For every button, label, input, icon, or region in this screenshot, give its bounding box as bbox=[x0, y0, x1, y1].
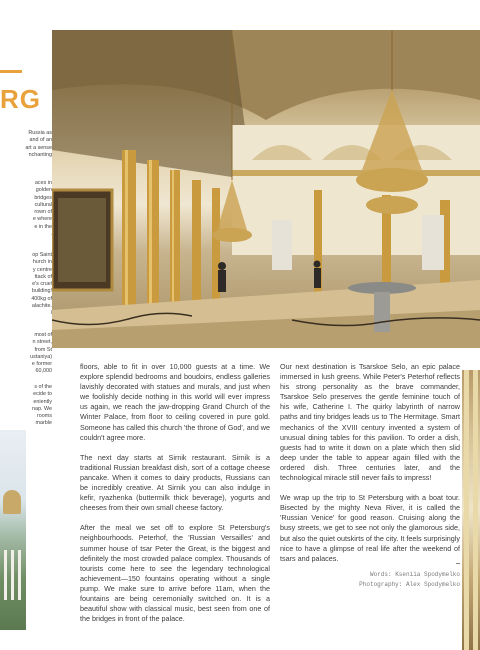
left-para-3: most of n street, from St ustaniya) e former 60,000 bbox=[30, 332, 52, 375]
left-intro-text: Russia as and of an art a sense nchanting bbox=[25, 130, 52, 158]
article-paragraph: The next day starts at Sirnik restaurant. Sirnik is a traditional Russian breakfast dish, sort of a cottage cheese pancake. When it comes to dairy products, Russians can be incredibly creative. At Sirnik you can also indulge in kefir, ryazhenka (buttermilk thick beverage), yogurts and cheeses from their own small cheese factory. bbox=[80, 452, 270, 513]
left-para-2: op Saint hurch in y centre ttack of e's cruel building! 400kg of alachite. bbox=[31, 252, 52, 310]
credit-dash bbox=[456, 563, 460, 564]
words-credit: Words: Kseniia Spodymelko bbox=[369, 571, 460, 578]
palace-hall-illustration bbox=[52, 30, 480, 348]
hero-photo-palace-hall bbox=[52, 30, 480, 348]
article-column-2 bbox=[280, 362, 460, 574]
article-paragraph: floors, able to fit in over 10,000 guests at a time. We explore splendid bedrooms and boudoirs, endless galleries lavishly decorated with statues and murals, and just when we foolishly decide nothing in this world will ever impress us again, we reach the jaw-dropping Grand Church of the Winter Palace, from floor to ceiling covered in pure gold. Someone has called this church 'the throne of God', and we couldn't agree more. bbox=[80, 362, 270, 442]
left-para-4: s of the ecide to eniently nap. We rooms marble bbox=[32, 384, 52, 427]
accent-rule bbox=[0, 70, 22, 73]
photo-credit: Photography: Alex Spodymelko bbox=[359, 581, 460, 588]
left-palace-photo bbox=[0, 430, 26, 630]
left-page-title-fragment: RG bbox=[0, 84, 41, 114]
left-para-1: aces in golden bridges cultural rown of e where e in the bbox=[32, 180, 52, 230]
right-edge-photo bbox=[462, 370, 480, 650]
article-column-1 bbox=[80, 362, 270, 634]
article-paragraph: We wrap up the trip to St Petersburg with a boat tour. Bisected by the mighty Neva River, it is called the 'Russian Venice' for good reason. Cruising along the busy streets, we get to see not only the glamorous side, but also the quiet outskirts of the city. It feels surprisingly nice to have a glimpse of real life after the weekend of tsars and palaces. bbox=[280, 493, 460, 563]
article-paragraph: Our next destination is Tsarskoe Selo, an epic palace immersed in lush greens. While Peter's Peterhof reflects his strong personality as the brave commander, Tsarskoe Selo preserves the gentle feminine touch of his wife, Catherine I. The quirky labyrinth of narrow paths and tiny bridges leads us to The Hermitage. Smart mechanics of the XVIII century invented a system of unusual dining tables for this pavilion. To order a dish, guests had to write it down on a plate which then slid deep under the table to appear again filled with the ordered dish. Three centuries later, and the technological miracle still never fails to impress! bbox=[280, 362, 460, 483]
left-page-strip bbox=[0, 0, 52, 650]
article-paragraph: After the meal we set off to explore St Petersburg's neighbourhoods. Peterhof, the 'Russian Versailles' and summer house of tsar Peter the Great, is the biggest and definitely the most crowded palace complex. Thousands of tourists come here to see the legendary technological achievement—150 fountains operating without a single pump. We make sure to arrive before 11am, when the fountains are being ceremonially switched on. It is a beautiful show with classical music, best seen from one of the bridges in front of the palace. bbox=[80, 523, 270, 624]
